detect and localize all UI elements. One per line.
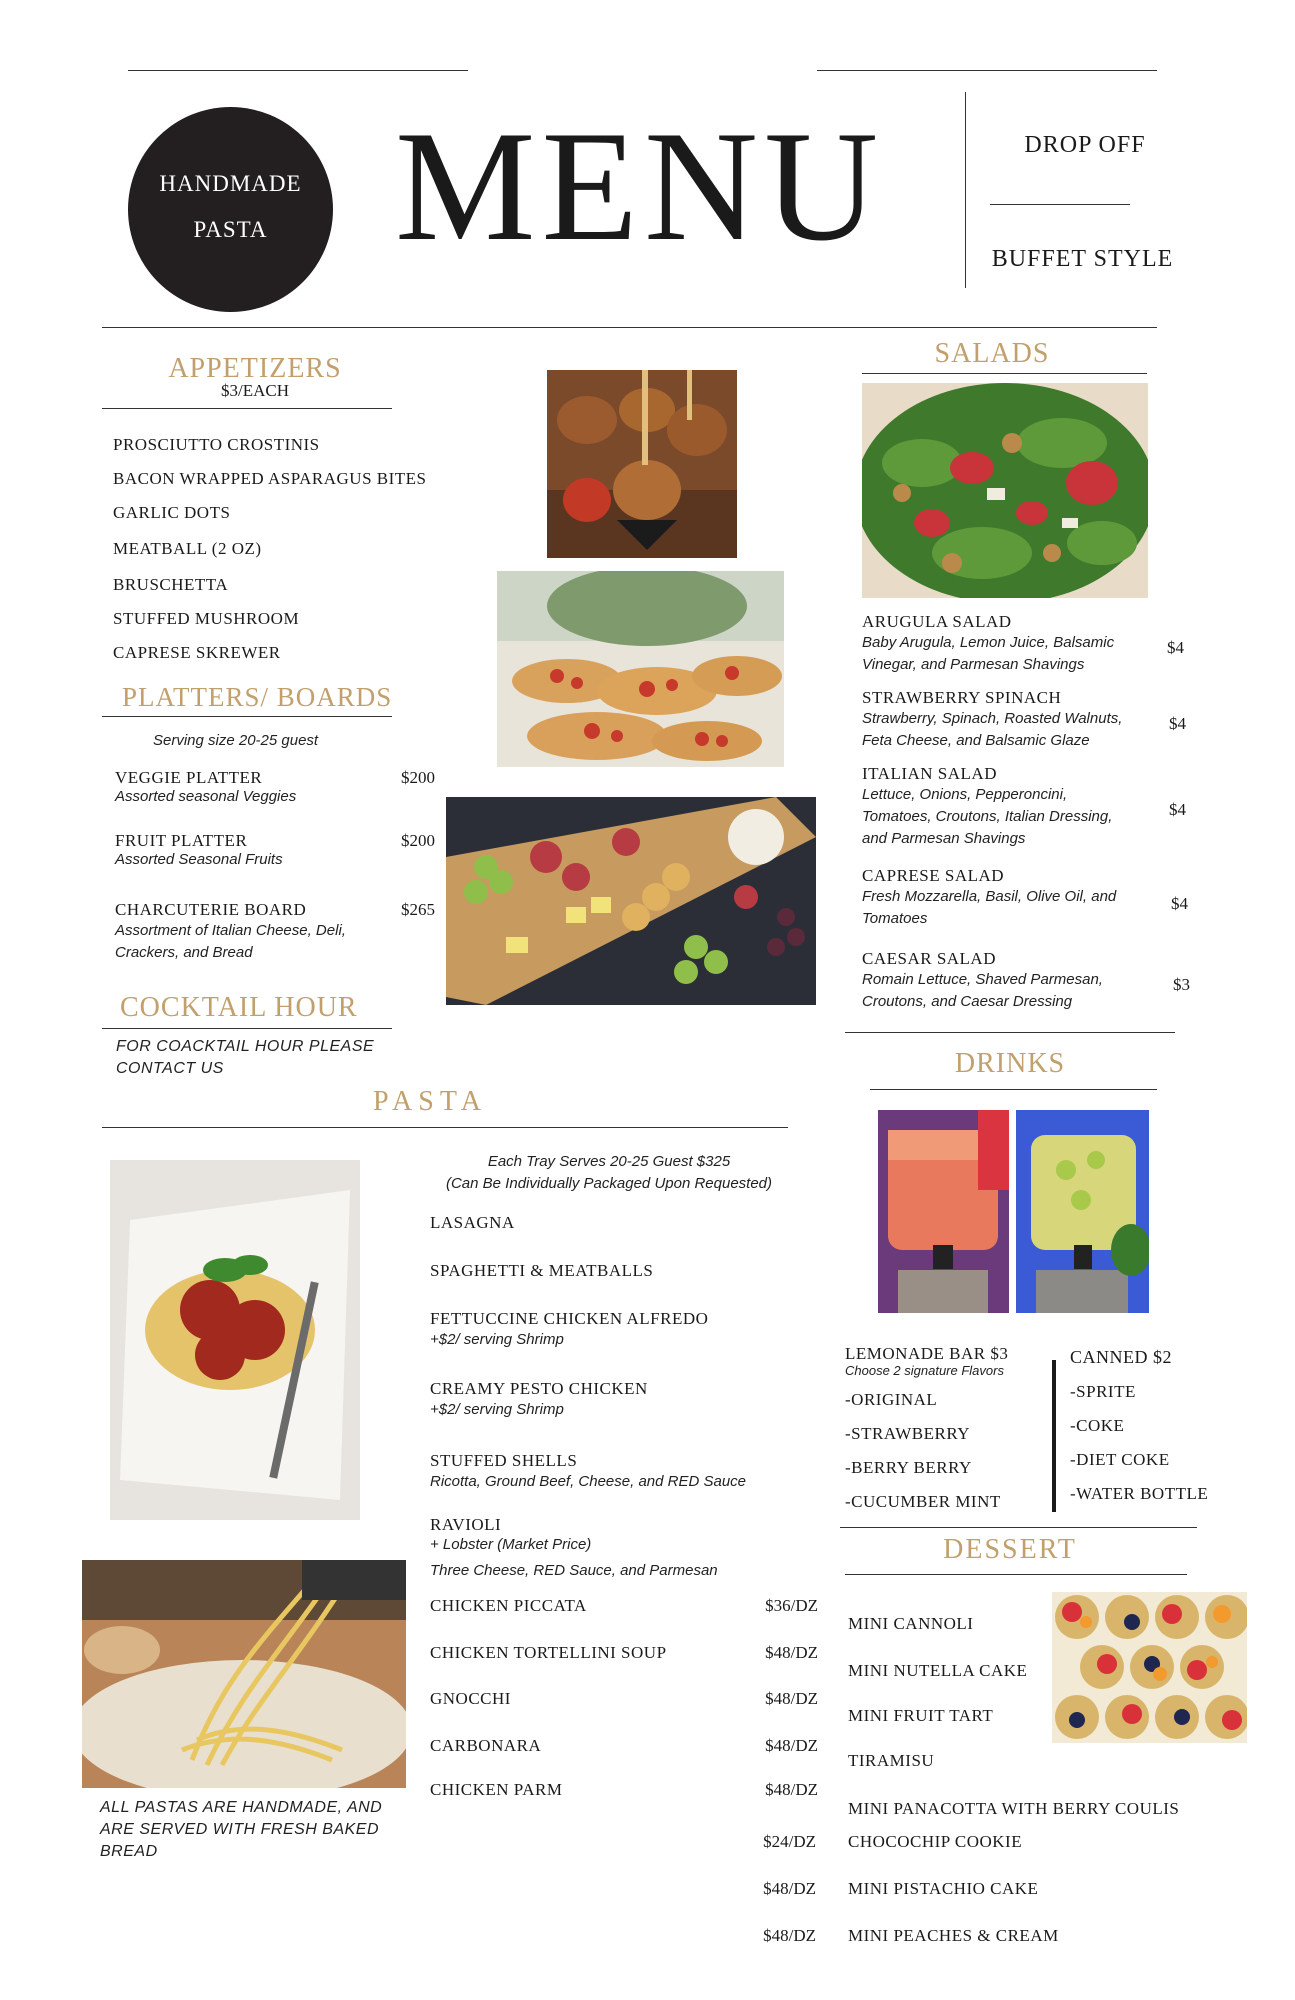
pasta-tray-note [444,1151,774,1195]
pasta-dz-name: GNOCCHI [430,1689,511,1708]
lemonade-bar-section [845,1345,1035,1519]
pasta-footnote [100,1797,382,1863]
salad-item-italian [862,764,1192,850]
platter-price: $200 [401,831,435,850]
canned-section [1070,1345,1270,1511]
dessert-name: CHOCOCHIP COOKIE [848,1832,1023,1851]
platter-item-charcuterie [115,900,435,964]
header-rule-right [817,70,1157,71]
list-item: CAPRESE SKREWER [113,643,281,662]
salad-name: CAESAR SALAD [862,949,996,968]
list-item: MINI NUTELLA CAKE [848,1661,1028,1680]
list-item: MINI FRUIT TART [848,1706,994,1725]
pasta-dz-price: $48/DZ [765,1643,818,1662]
platter-desc: Assortment of Italian Cheese, Deli, Crackers, and Bread [115,922,346,961]
dessert-list-top [848,1600,1179,1832]
pasta-name: STUFFED SHELLS [430,1451,578,1470]
dessert-name: MINI PEACHES & CREAM [848,1926,1059,1945]
side-rule [990,204,1130,205]
list-item: MINI CANNOLI [848,1614,974,1633]
pasta-heading: PASTA [373,1086,487,1117]
pasta-item-alfredo [430,1309,708,1351]
lemonade-title: LEMONADE BAR $3 [845,1344,1009,1363]
platters-rule [102,716,392,717]
dessert-price: $48/DZ [763,1926,816,1945]
dessert-price: $48/DZ [763,1879,816,1898]
platter-item-veggie [115,768,435,806]
salad-desc: Lettuce, Onions, Pepperoncini, [862,786,1068,803]
salad-price: $4 [1167,638,1184,657]
cocktail-heading: COCKTAIL HOUR [120,992,358,1023]
list-item: -WATER BOTTLE [1070,1484,1209,1503]
fresh-pasta-dough-photo [82,1560,406,1788]
salad-price: $3 [1173,975,1190,994]
dessert-price: $24/DZ [763,1832,816,1851]
pasta-dz-price: $48/DZ [765,1689,818,1708]
list-item [430,1780,818,1820]
pasta-item-spaghetti: SPAGHETTI & MEATBALLS [430,1261,654,1280]
platter-name: VEGGIE PLATTER [115,768,263,787]
cucumber-lemonade-dispenser-photo [1016,1110,1149,1313]
pasta-dz-name: CHICKEN PICCATA [430,1596,587,1615]
platter-name: FRUIT PLATTER [115,831,248,850]
platter-desc: Assorted Seasonal Fruits [115,851,283,868]
list-item: -COKE [1070,1416,1125,1435]
salad-desc: Feta Cheese, and Balsamic Glaze [862,732,1090,749]
pasta-note: +$2/ serving Shrimp [430,1331,564,1348]
strawberry-lemonade-dispenser-photo [878,1110,1009,1313]
platter-item-fruit [115,831,435,869]
list-item: PROSCIUTTO CROSTINIS [113,435,320,454]
platter-name: CHARCUTERIE BOARD [115,900,307,919]
list-item: GARLIC DOTS [113,503,231,522]
salad-name: ARUGULA SALAD [862,612,1012,631]
dessert-rule [845,1574,1187,1575]
lemonade-list [845,1383,1035,1519]
badge-line-1: HANDMADE [159,171,302,196]
appetizers-rule [102,408,392,409]
list-item: BACON WRAPPED ASPARAGUS BITES [113,469,427,488]
appetizers-price-note: $3/EACH [221,381,289,400]
list-item [430,1596,818,1643]
salad-price: $4 [1169,800,1186,819]
salads-heading: SALADS [934,338,1050,369]
pasta-note: Ricotta, Ground Beef, Cheese, and RED Sauce [430,1473,747,1490]
appetizers-heading: APPETIZERS [168,353,342,384]
bruschetta-photo [497,571,784,767]
drinks-heading: DRINKS [954,1048,1066,1079]
salad-desc: Fresh Mozzarella, Basil, Olive Oil, and [862,888,1117,905]
charcuterie-board-photo [446,797,816,1005]
pasta-dz-price: $36/DZ [765,1596,818,1615]
pasta-dz-price: $48/DZ [765,1736,818,1755]
salad-name: CAPRESE SALAD [862,866,1005,885]
canned-title: CANNED $2 [1070,1347,1172,1367]
salad-desc: Baby Arugula, Lemon Juice, Balsamic [862,634,1115,651]
salad-name: STRAWBERRY SPINACH [862,688,1062,707]
appetizers-list [113,428,427,670]
header-rule-left [128,70,468,71]
pasta-item-stuffed-shells [430,1451,746,1493]
cocktail-note-line: FOR COACKTAIL HOUR PLEASE [116,1038,375,1055]
salad-desc: Tomatoes, Croutons, Italian Dressing, [862,808,1113,825]
pasta-dz-name: CHICKEN PARM [430,1780,563,1799]
platter-desc: Assorted seasonal Veggies [115,788,297,805]
pasta-item-lasagna: LASAGNA [430,1213,515,1232]
list-item: -SPRITE [1070,1382,1136,1401]
platter-price: $200 [401,768,435,787]
salads-bottom-rule [845,1032,1175,1033]
list-item: TIRAMISU [848,1751,935,1770]
salad-item-caprese [862,866,1192,930]
cocktail-note-line: CONTACT US [116,1060,224,1077]
salads-rule [862,373,1147,374]
pasta-dozen-list [430,1596,818,1820]
pasta-note: + Lobster (Market Price) [430,1536,592,1553]
salad-price: $4 [1169,714,1186,733]
tray-note-line: (Can Be Individually Packaged Upon Requested) [445,1175,773,1192]
pasta-item-pesto [430,1379,648,1421]
lemonade-note: Choose 2 signature Flavors [845,1363,1004,1378]
list-item: MEATBALL (2 OZ) [113,539,262,558]
footnote-line: ALL PASTAS ARE HANDMADE, AND [100,1799,383,1816]
dessert-top-rule [840,1527,1197,1528]
list-item: BRUSCHETTA [113,575,229,594]
list-item: MINI PANACOTTA WITH BERRY COULIS [848,1799,1180,1818]
salad-item-strawberry-spinach [862,688,1192,752]
list-item: -ORIGINAL [845,1390,938,1409]
salad-desc: and Parmesan Shavings [862,830,1026,847]
salad-item-arugula [862,612,1192,676]
meatball-appetizer-photo [547,370,737,558]
salad-desc: Croutons, and Caesar Dressing [862,993,1073,1010]
pasta-rule [102,1127,788,1128]
dessert-name: MINI PISTACHIO CAKE [848,1879,1039,1898]
spaghetti-meatballs-photo [110,1160,360,1520]
drinks-divider [1052,1360,1056,1512]
handmade-pasta-badge [128,107,333,312]
pasta-name: FETTUCCINE CHICKEN ALFREDO [430,1309,709,1328]
pasta-dz-price: $48/DZ [765,1780,818,1799]
salad-photo [862,383,1148,598]
salad-desc: Tomatoes [862,910,928,927]
platter-price: $265 [401,900,435,919]
platters-serving-note: Serving size 20-25 guest [153,732,319,749]
footnote-line: ARE SERVED WITH FRESH BAKED [100,1821,380,1838]
buffet-style-label: BUFFET STYLE [991,246,1174,272]
footnote-line: BREAD [100,1843,158,1860]
dessert-priced-list [720,1832,1220,1966]
pasta-note: Three Cheese, RED Sauce, and Parmesan [430,1562,718,1579]
page-title: MENU [395,99,885,274]
salad-desc: Romain Lettuce, Shaved Parmesan, [862,971,1103,988]
header-divider [965,92,966,288]
list-item: -CUCUMBER MINT [845,1492,1001,1511]
list-item [720,1879,1220,1926]
tray-note-line: Each Tray Serves 20-25 Guest $325 [487,1153,731,1170]
pasta-note: +$2/ serving Shrimp [430,1401,564,1418]
header-bottom-rule [102,327,1157,328]
salad-desc: Strawberry, Spinach, Roasted Walnuts, [862,710,1123,727]
canned-list [1070,1375,1270,1511]
list-item: -DIET COKE [1070,1450,1170,1469]
salad-price: $4 [1171,894,1188,913]
pasta-item-ravioli [430,1516,718,1582]
cocktail-note [116,1036,374,1080]
badge-line-2: PASTA [193,217,268,242]
list-item [430,1643,818,1689]
list-item: -STRAWBERRY [845,1424,971,1443]
drinks-rule [870,1089,1157,1090]
list-item [720,1926,1220,1966]
list-item [720,1832,1220,1879]
salad-desc: Vinegar, and Parmesan Shavings [862,656,1085,673]
dessert-heading: DESSERT [943,1534,1077,1565]
pasta-dz-name: CARBONARA [430,1736,542,1755]
list-item: -BERRY BERRY [845,1458,972,1477]
salad-item-caesar [862,949,1192,1013]
list-item: STUFFED MUSHROOM [113,609,300,628]
salad-name: ITALIAN SALAD [862,764,997,783]
platters-heading: PLATTERS/ BOARDS [122,682,393,712]
pasta-name: CREAMY PESTO CHICKEN [430,1379,648,1398]
pasta-name: RAVIOLI [430,1515,502,1534]
cocktail-rule [102,1028,392,1029]
list-item [430,1689,818,1736]
list-item [430,1736,818,1780]
pasta-dz-name: CHICKEN TORTELLINI SOUP [430,1643,667,1662]
drop-off-label: DROP OFF [1024,132,1146,158]
